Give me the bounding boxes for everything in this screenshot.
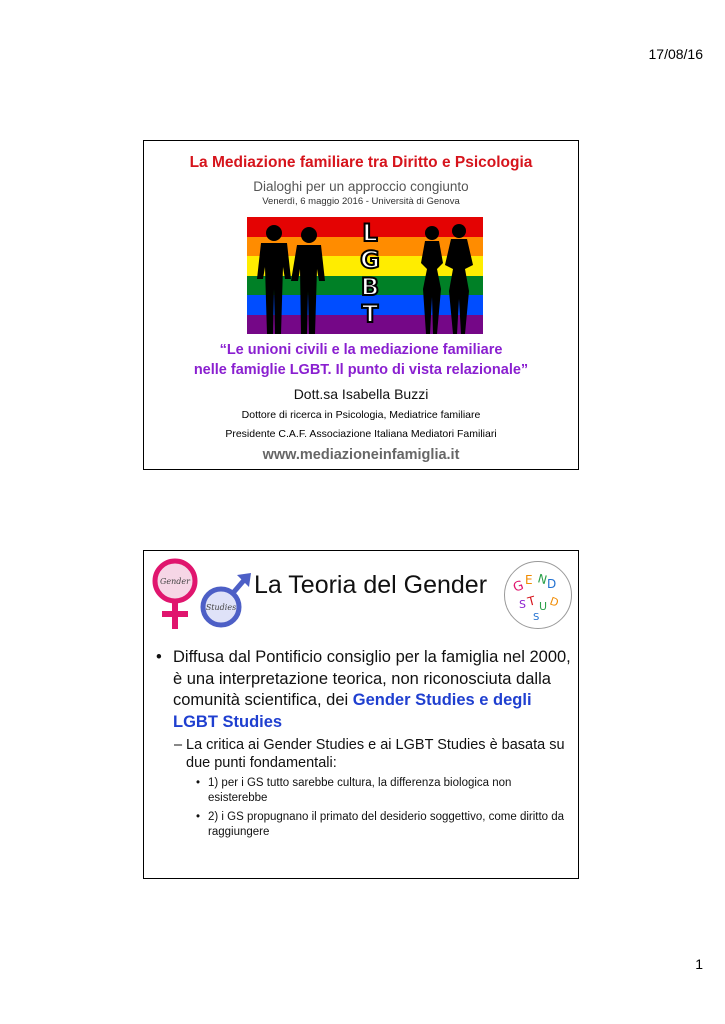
svg-text:G: G xyxy=(511,578,526,596)
slide-1-title: La Mediazione familiare tra Diritto e Psicologia xyxy=(189,154,533,171)
slide-2 xyxy=(143,550,579,879)
lgbt-letter-b: B xyxy=(360,273,380,301)
sub-bullet: – La critica ai Gender Studies e ai LGBT Studies è basata su due punti fondamentali: xyxy=(174,736,571,772)
main-bullet xyxy=(156,647,571,733)
main-bullet-text: Diffusa dal Pontificio consiglio per la famiglia nel 2000, è una interpretazione teorica, non riconosciuta dalla comunità scientifica, dei xyxy=(173,648,571,709)
logo-female-text: Gender xyxy=(160,577,190,586)
website-link[interactable]: www.mediazioneinfamiglia.it xyxy=(262,447,460,463)
svg-text:S: S xyxy=(533,612,540,623)
talk-title-quote xyxy=(144,340,578,380)
svg-text:T: T xyxy=(526,593,537,609)
svg-text:N: N xyxy=(536,571,549,588)
quote-line-2: nelle famiglie LGBT. Il punto di vista relazionale” xyxy=(193,362,529,378)
svg-text:S: S xyxy=(519,598,526,611)
point-2: • 2) i GS propugnano il primato del desiderio soggettivo, come diritto da raggiungere xyxy=(196,810,571,840)
author-role-2: Presidente C.A.F. Associazione Italiana Mediatori Familiari xyxy=(225,428,497,440)
svg-text:U: U xyxy=(539,600,548,613)
slide-1 xyxy=(143,140,579,470)
slide-1-subtitle: Dialoghi per un approccio congiunto xyxy=(253,179,469,194)
point-1: • 1) per i GS tutto sarebbe cultura, la differenza biologica non esisterebbe xyxy=(196,776,571,806)
slide-2-content xyxy=(156,647,571,840)
quote-line-1: “Le unioni civili e la mediazione familiare xyxy=(219,342,503,358)
slide-2-title: La Teoria del Gender xyxy=(254,571,488,599)
svg-text:D: D xyxy=(547,577,557,591)
lgbt-letter-g: G xyxy=(360,246,380,274)
gender-studies-logo-icon xyxy=(147,555,255,635)
lgbt-rainbow-banner xyxy=(247,217,483,334)
main-bullet-emphasis: Gender Studies e degli LGBT Studies xyxy=(173,691,532,731)
page-date: 17/08/16 xyxy=(648,46,703,62)
author-role-1: Dottore di ricerca in Psicologia, Mediatrice familiare xyxy=(241,409,481,421)
page-number: 1 xyxy=(695,956,703,972)
lgbt-letter-l: L xyxy=(362,219,378,247)
gender-studies-circle-logo-icon xyxy=(504,561,572,629)
svg-text:D: D xyxy=(547,594,561,610)
logo-male-text: Studies xyxy=(205,603,237,612)
author-name: Dott.sa Isabella Buzzi xyxy=(293,386,429,402)
lgbt-letter-t: T xyxy=(361,300,379,328)
slide-1-date-line: Venerdì, 6 maggio 2016 - Università di Genova xyxy=(262,196,460,207)
svg-text:E: E xyxy=(525,573,533,587)
